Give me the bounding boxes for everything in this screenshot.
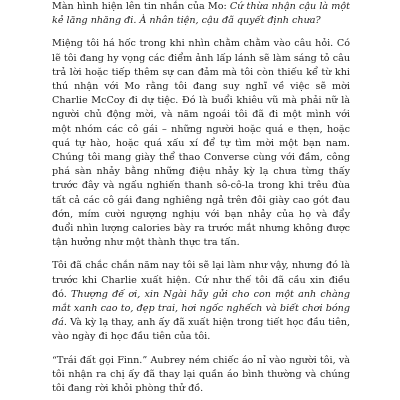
paragraph-aubrey: “Trái đất gọi Finn.” Aubrey ném chiếc áo nỉ vào người tôi, và tôi nhận ra chị ấy đã thay lại quần áo bình thường và chúng tôi đang rời khỏi phòng thử đồ. xyxy=(52,354,350,395)
paragraph-charlie-italic: Thượng đế ơi, xin Ngài hãy gửi cho con một anh chàng mắt xanh cao to, đẹp trai, hơi ngốc nghếch và biết chơi bóng đá. xyxy=(52,288,350,329)
paragraph-message-italic: Cứ thừa nhận cậu là một kẻ lăng nhăng đi. À nhân tiện, cậu đã quyết định chưa? xyxy=(52,1,350,27)
paragraph-charlie-lead: Tôi đã chắc chắn năm nay tôi sẽ lại làm như vậy, nhưng đó là trước khi Charlie xuất hiện. Cứ như thế tôi đã cầu xin điều đó. xyxy=(52,260,350,300)
paragraph-charlie xyxy=(52,259,350,344)
paragraph-charlie-tail: Và kỳ lạ thay, anh ấy đã xuất hiện trong tiết học đầu tiên, vào ngày đi học đầu tiên của tôi. xyxy=(52,317,350,343)
paragraph-message xyxy=(52,0,350,28)
paragraph-dance: Miệng tôi há hốc trong khi nhìn chằm chằm vào câu hỏi. Có lẽ tôi đang hy vọng các điểm ảnh lấp lánh sẽ làm sáng tỏ câu trả lời hoặc tiếp thêm sự can đảm mà tôi còn thiếu kể từ khi thú nhận với Mo rằng tôi đang suy nghĩ về việc sẽ mời Charlie McCoy đi dự tiệc. Đó là buổi khiêu vũ mà phải nữ là người chủ động mời, và năm ngoái tôi đã đi một mình với một nhóm các cô gái – những người hoặc quá e thẹn, hoặc quá tự hào, hoặc quá xấu xí để tự tìm mời một bạn nam. Chúng tôi mang giày thể thao Converse cùng với đầm, công phá sàn nhảy bằng những điệu nhảy kỳ lạ chưa từng thấy trước đây và ngấu nghiến thanh sô-cô-la trong khi trêu đùa tất cả các cô gái đang nghiêng ngả trên đôi giày cao gót đau đớn, mím cười ngượng nghịu với bạn nhảy của họ và đẩy đuổi nhìn lượng calories bày ra trước mắt nhưng không được tận hưởng như một thành thực tra tấn. xyxy=(52,38,350,249)
paragraph-message-lead: Màn hình hiện lên tin nhắn của Mo: xyxy=(52,1,230,12)
